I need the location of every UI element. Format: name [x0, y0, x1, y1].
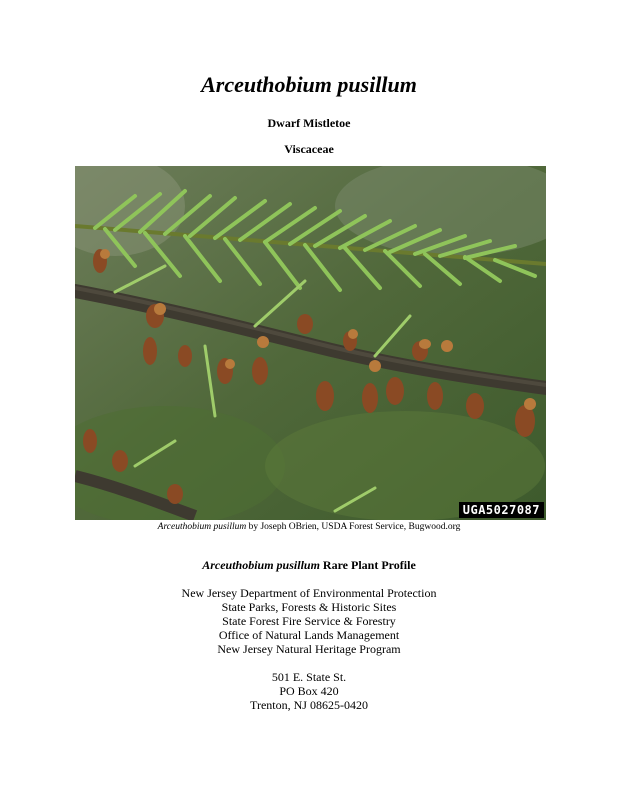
agency-line: State Forest Fire Service & Forestry — [222, 614, 396, 628]
address-line: 501 E. State St. — [271, 670, 347, 684]
profile-suffix: Rare Plant Profile — [319, 558, 416, 572]
agency-block — [0, 586, 618, 656]
agency-line: Office of Natural Lands Management — [218, 628, 400, 642]
caption-species: Arceuthobium pusillum — [157, 522, 247, 532]
address-line: PO Box 420 — [279, 684, 339, 698]
common-name: Dwarf Mistletoe — [267, 116, 351, 130]
photo-caption — [0, 522, 618, 532]
agency-line: New Jersey Department of Environmental Protection — [181, 586, 437, 600]
caption-credit: by Joseph OBrien, USDA Forest Service, Bugwood.org — [246, 522, 461, 532]
profile-heading — [0, 558, 618, 573]
address-block — [0, 670, 618, 712]
page-title: Arceuthobium pusillum — [201, 72, 417, 97]
agency-line: State Parks, Forests & Historic Sites — [221, 600, 397, 614]
family-name: Viscaceae — [284, 142, 334, 156]
profile-species: Arceuthobium pusillum — [202, 558, 320, 572]
photo-watermark: UGA5027087 — [459, 502, 544, 518]
address-line: Trenton, NJ 08625-0420 — [250, 698, 368, 712]
photo-illustration — [75, 166, 546, 520]
agency-line: New Jersey Natural Heritage Program — [217, 642, 401, 656]
mistletoe-photo — [75, 166, 546, 520]
